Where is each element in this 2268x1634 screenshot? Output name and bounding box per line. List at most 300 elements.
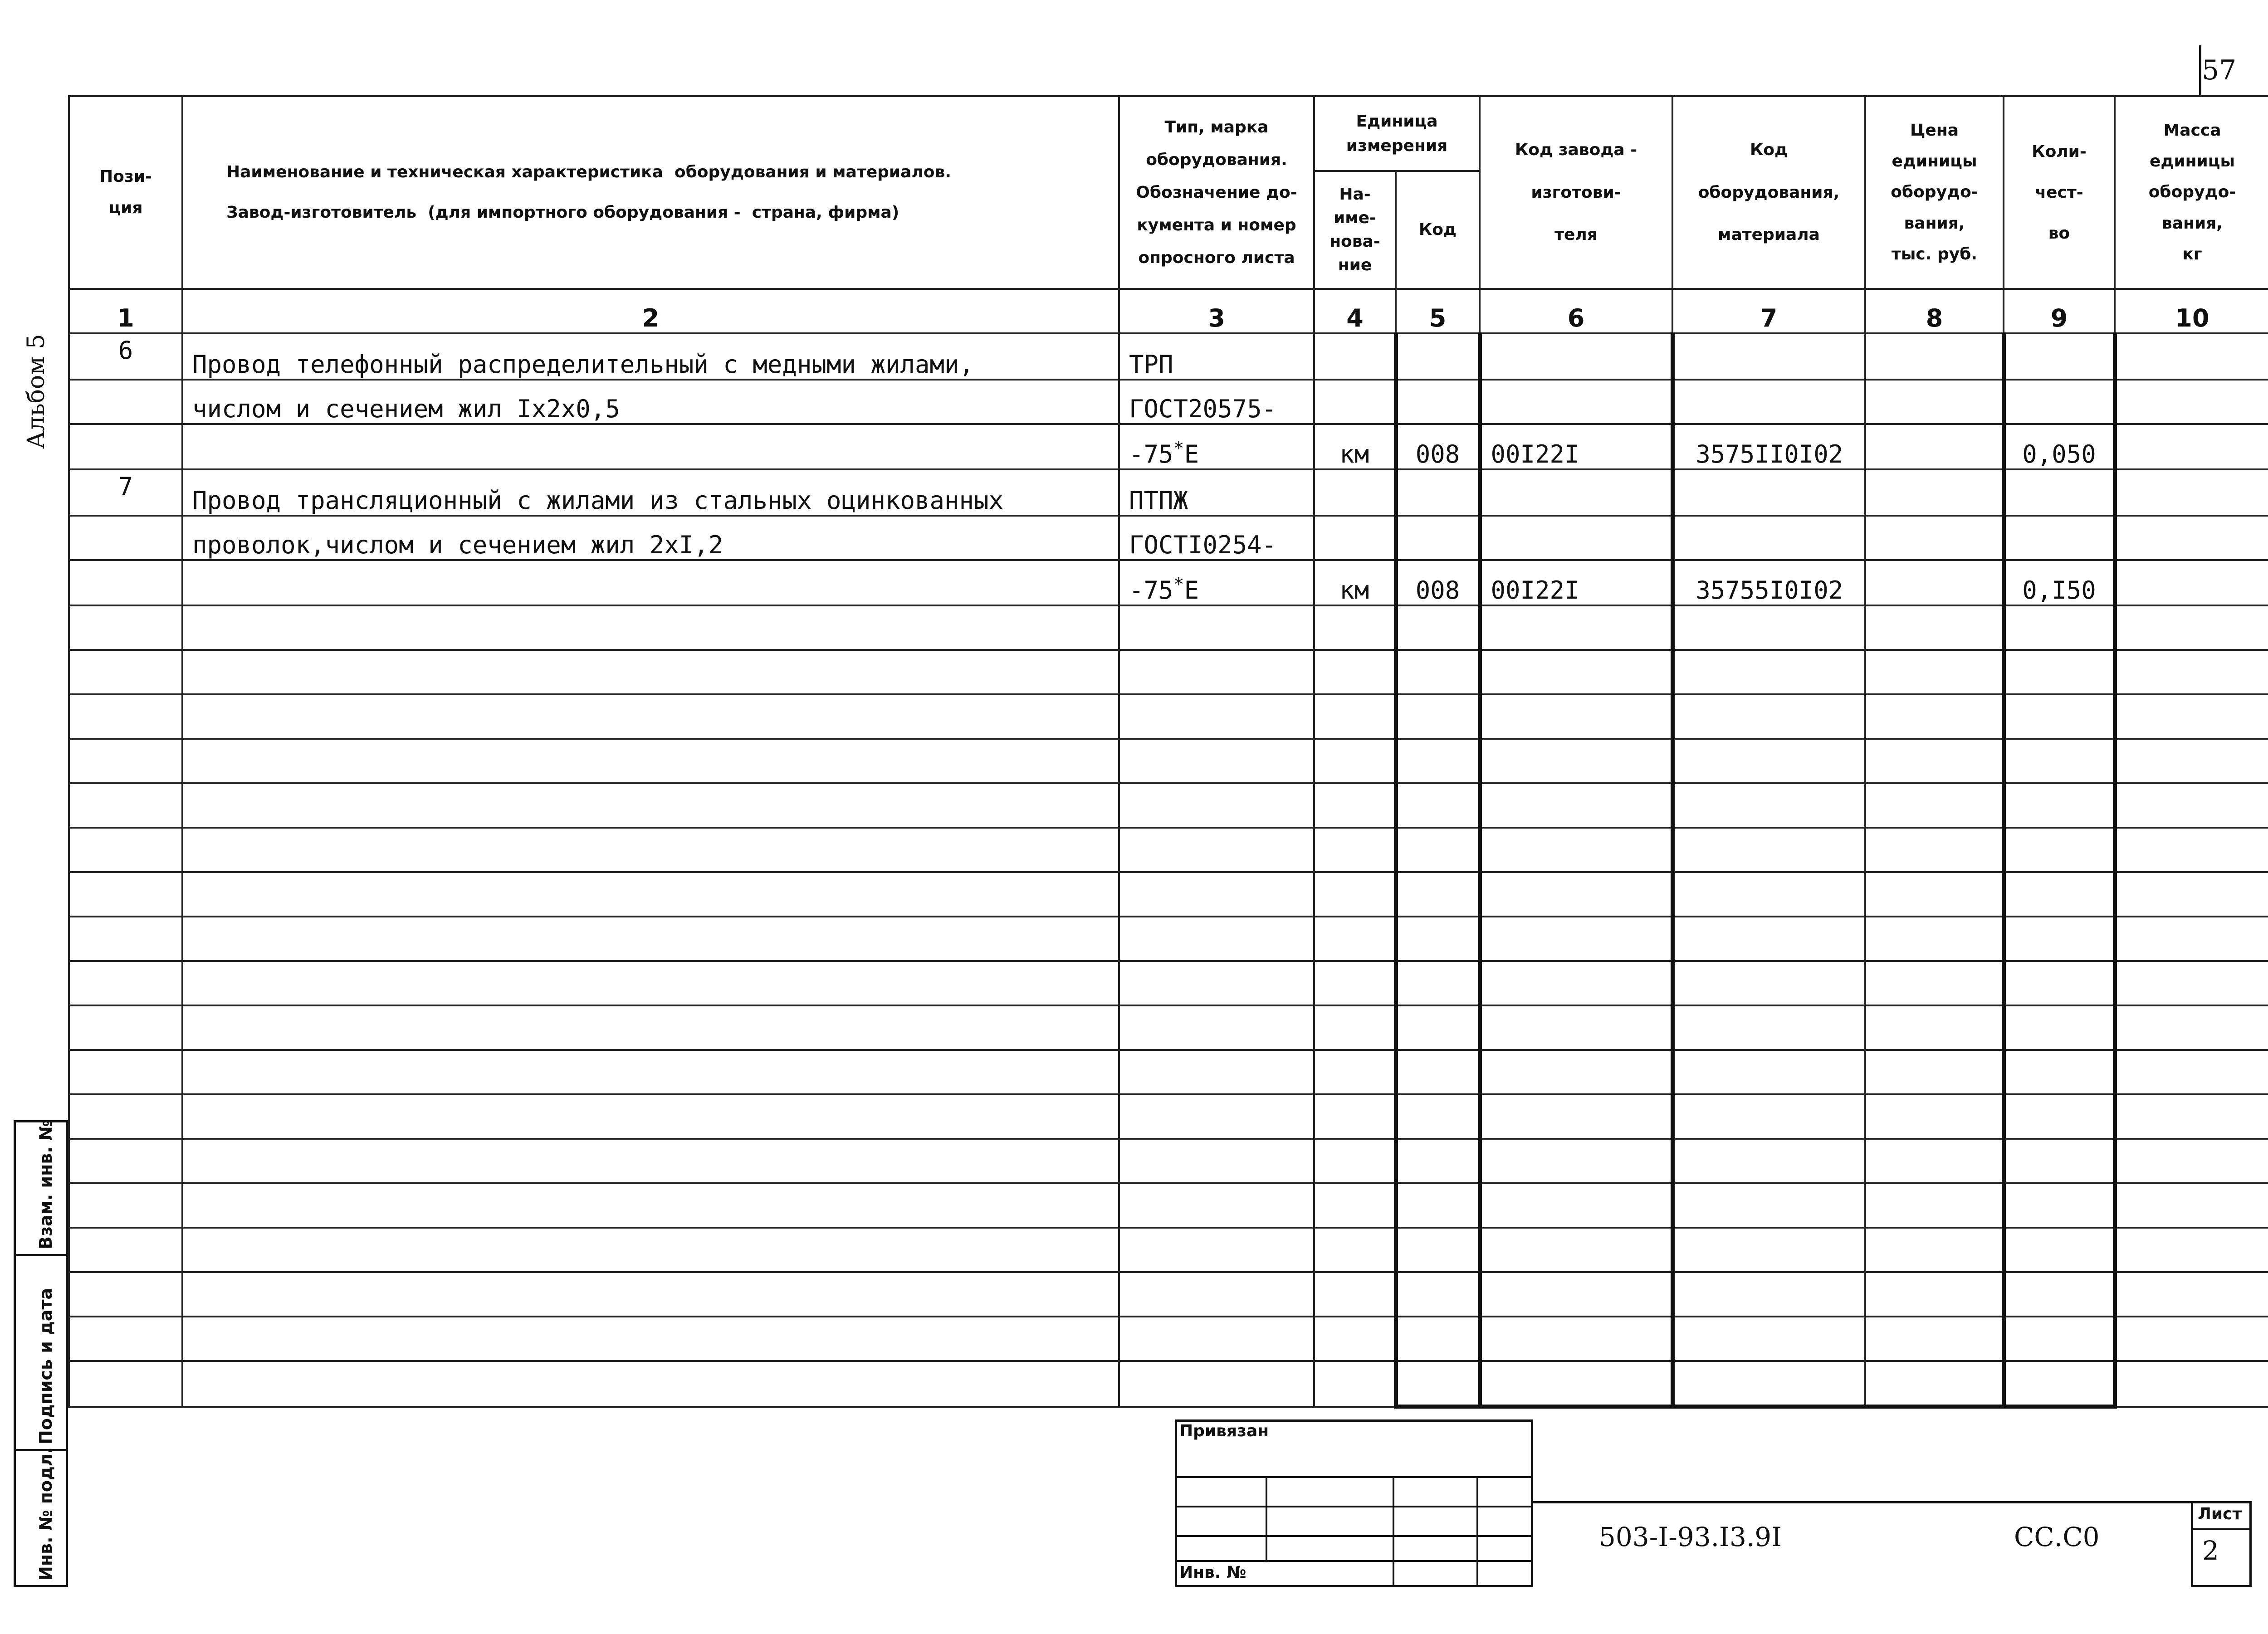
- cell-position: [69, 828, 182, 872]
- binding-row-line: [1175, 1476, 1533, 1478]
- column-number: 8: [1865, 289, 2004, 333]
- cell-quantity: [2004, 516, 2115, 560]
- cell-mass: [2115, 1317, 2268, 1361]
- cell-quantity: 0,050: [2004, 424, 2115, 469]
- table-row: [69, 1005, 2268, 1050]
- cell-price: [1865, 1272, 2004, 1317]
- cell-material-code: [1672, 380, 1865, 424]
- cell-type: [1119, 1183, 1314, 1228]
- cell-position: 7: [69, 469, 182, 516]
- cell-unit-code: [1396, 605, 1480, 650]
- table-row: [69, 424, 2268, 469]
- cell-material-code: [1672, 650, 1865, 694]
- cell-unit-code: [1396, 783, 1480, 828]
- cell-mass: [2115, 1050, 2268, 1094]
- sheet-number-line: [2191, 1528, 2252, 1530]
- binding-block: [1175, 1419, 1533, 1587]
- binding-label: Привязан: [1179, 1422, 1269, 1440]
- cell-name: Провод трансляционный с жилами из стальных оцинкованных: [182, 469, 1119, 516]
- cell-unit: [1314, 380, 1396, 424]
- cell-position: [69, 650, 182, 694]
- header-unit-code: Код: [1396, 171, 1480, 289]
- cell-material-code: [1672, 739, 1865, 783]
- cell-material-code: [1672, 1361, 1865, 1407]
- cell-quantity: [2004, 469, 2115, 516]
- cell-price: [1865, 1183, 2004, 1228]
- cell-mass: [2115, 739, 2268, 783]
- stamp-original-inventory-label: Инв. № подл.: [36, 1447, 56, 1580]
- cell-material-code: [1672, 1005, 1865, 1050]
- cell-price: [1865, 424, 2004, 469]
- cell-price: [1865, 380, 2004, 424]
- cell-price: [1865, 650, 2004, 694]
- header-material-code: Код оборудования, материала: [1672, 96, 1865, 289]
- cell-factory-code: [1480, 828, 1672, 872]
- table-row: [69, 739, 2268, 783]
- cell-name: [182, 1139, 1119, 1183]
- cell-mass: [2115, 1228, 2268, 1272]
- cell-unit-code: [1396, 917, 1480, 961]
- cell-quantity: [2004, 1094, 2115, 1139]
- cell-name: [182, 694, 1119, 739]
- cell-unit-code: [1396, 650, 1480, 694]
- stamp-signature-date-label: Подпись и дата: [36, 1288, 56, 1444]
- cell-mass: [2115, 1183, 2268, 1228]
- cell-price: [1865, 516, 2004, 560]
- stamp-signature-date: [14, 1254, 68, 1451]
- cell-unit-code: [1396, 1361, 1480, 1407]
- cell-factory-code: [1480, 605, 1672, 650]
- cell-position: [69, 961, 182, 1005]
- cell-price: [1865, 872, 2004, 917]
- title-block-top-line: [1533, 1501, 2250, 1503]
- table-row: [69, 783, 2268, 828]
- page-number-bar: [2199, 45, 2201, 95]
- cell-price: [1865, 333, 2004, 380]
- cell-unit-code: [1396, 739, 1480, 783]
- table-row: [69, 917, 2268, 961]
- table-row: [69, 961, 2268, 1005]
- cell-unit-code: [1396, 1317, 1480, 1361]
- cell-price: [1865, 917, 2004, 961]
- cell-type: [1119, 1050, 1314, 1094]
- cell-mass: [2115, 516, 2268, 560]
- cell-price: [1865, 1228, 2004, 1272]
- header-unit-name: На- име- нова- ние: [1314, 171, 1396, 289]
- cell-name: [182, 739, 1119, 783]
- cell-name: [182, 828, 1119, 872]
- cell-unit: км: [1314, 560, 1396, 605]
- cell-mass: [2115, 333, 2268, 380]
- cell-position: [69, 424, 182, 469]
- specification-table: [68, 95, 2268, 1409]
- column-number: 5: [1396, 289, 1480, 333]
- cell-unit-code: [1396, 380, 1480, 424]
- cell-type: [1119, 917, 1314, 961]
- cell-unit: [1314, 961, 1396, 1005]
- cell-material-code: [1672, 1050, 1865, 1094]
- cell-material-code: 3575II0I02: [1672, 424, 1865, 469]
- cell-mass: [2115, 1139, 2268, 1183]
- cell-name: [182, 424, 1119, 469]
- cell-type: [1119, 961, 1314, 1005]
- cell-unit-code: 008: [1396, 424, 1480, 469]
- cell-price: [1865, 783, 2004, 828]
- cell-material-code: [1672, 917, 1865, 961]
- stamp-original-inventory: [14, 1449, 68, 1587]
- cell-type: ГОСТI0254-: [1119, 516, 1314, 560]
- cell-type: ТРП: [1119, 333, 1314, 380]
- header-position: Пози- ция: [69, 96, 182, 289]
- table-row: [69, 650, 2268, 694]
- cell-name: проволок,числом и сечением жил 2хI,2: [182, 516, 1119, 560]
- cell-mass: [2115, 380, 2268, 424]
- cell-unit: [1314, 469, 1396, 516]
- cell-position: [69, 1005, 182, 1050]
- cell-unit: [1314, 516, 1396, 560]
- cell-mass: [2115, 560, 2268, 605]
- cell-position: [69, 917, 182, 961]
- cell-position: [69, 1272, 182, 1317]
- sheet-code: СС.С0: [2014, 1522, 2100, 1552]
- cell-unit: [1314, 783, 1396, 828]
- cell-type: -75*Е: [1119, 424, 1314, 469]
- cell-price: [1865, 1361, 2004, 1407]
- cell-quantity: [2004, 1272, 2115, 1317]
- cell-price: [1865, 469, 2004, 516]
- cell-name: [182, 783, 1119, 828]
- cell-type: ГОСТ20575-: [1119, 380, 1314, 424]
- table-row: [69, 828, 2268, 872]
- table-row: [69, 1272, 2268, 1317]
- cell-name: [182, 1272, 1119, 1317]
- sheet-number: 2: [2202, 1535, 2219, 1566]
- cell-quantity: [2004, 1361, 2115, 1407]
- cell-unit-code: [1396, 333, 1480, 380]
- cell-factory-code: [1480, 1272, 1672, 1317]
- cell-type: [1119, 1361, 1314, 1407]
- header-quantity: Коли- чест- во: [2004, 96, 2115, 289]
- cell-factory-code: 00I22I: [1480, 424, 1672, 469]
- cell-unit: [1314, 1094, 1396, 1139]
- cell-unit-code: [1396, 828, 1480, 872]
- cell-factory-code: [1480, 783, 1672, 828]
- cell-unit: [1314, 694, 1396, 739]
- cell-material-code: [1672, 333, 1865, 380]
- cell-unit: [1314, 1139, 1396, 1183]
- cell-quantity: [2004, 694, 2115, 739]
- cell-quantity: [2004, 961, 2115, 1005]
- cell-factory-code: [1480, 961, 1672, 1005]
- table-row: [69, 694, 2268, 739]
- cell-mass: [2115, 1272, 2268, 1317]
- cell-position: [69, 1139, 182, 1183]
- cell-mass: [2115, 872, 2268, 917]
- cell-factory-code: [1480, 1228, 1672, 1272]
- stamp-replacement-inventory-label: Взам. инв. №: [36, 1120, 56, 1249]
- cell-quantity: [2004, 1005, 2115, 1050]
- cell-name: [182, 917, 1119, 961]
- cell-name: [182, 1183, 1119, 1228]
- cell-unit-code: [1396, 694, 1480, 739]
- cell-price: [1865, 1139, 2004, 1183]
- cell-position: [69, 694, 182, 739]
- cell-quantity: [2004, 1317, 2115, 1361]
- cell-unit-code: [1396, 872, 1480, 917]
- header-price: Цена единицы оборудо- вания, тыс. руб.: [1865, 96, 2004, 289]
- cell-factory-code: [1480, 333, 1672, 380]
- cell-unit-code: [1396, 1183, 1480, 1228]
- cell-type: [1119, 1094, 1314, 1139]
- cell-position: [69, 872, 182, 917]
- cell-position: [69, 1183, 182, 1228]
- cell-unit-code: 008: [1396, 560, 1480, 605]
- cell-material-code: [1672, 828, 1865, 872]
- cell-price: [1865, 1094, 2004, 1139]
- table-row: [69, 1183, 2268, 1228]
- cell-unit: [1314, 917, 1396, 961]
- cell-name: [182, 1228, 1119, 1272]
- cell-factory-code: [1480, 694, 1672, 739]
- cell-material-code: 35755I0I02: [1672, 560, 1865, 605]
- cell-unit: км: [1314, 424, 1396, 469]
- table-row: [69, 333, 2268, 380]
- cell-mass: [2115, 1005, 2268, 1050]
- cell-price: [1865, 1317, 2004, 1361]
- cell-name: числом и сечением жил Iх2х0,5: [182, 380, 1119, 424]
- column-number: 10: [2115, 289, 2268, 333]
- cell-material-code: [1672, 1272, 1865, 1317]
- cell-price: [1865, 1050, 2004, 1094]
- cell-quantity: [2004, 783, 2115, 828]
- cell-quantity: [2004, 828, 2115, 872]
- cell-type: [1119, 1228, 1314, 1272]
- cell-unit: [1314, 1005, 1396, 1050]
- cell-quantity: [2004, 605, 2115, 650]
- cell-factory-code: [1480, 872, 1672, 917]
- cell-type: [1119, 1317, 1314, 1361]
- cell-position: [69, 605, 182, 650]
- cell-position: [69, 1050, 182, 1094]
- binding-col-line: [1266, 1476, 1267, 1562]
- cell-price: [1865, 694, 2004, 739]
- cell-factory-code: [1480, 516, 1672, 560]
- cell-price: [1865, 1005, 2004, 1050]
- cell-position: [69, 739, 182, 783]
- cell-material-code: [1672, 783, 1865, 828]
- cell-mass: [2115, 469, 2268, 516]
- table-row: [69, 516, 2268, 560]
- cell-position: 6: [69, 333, 182, 380]
- cell-mass: [2115, 1094, 2268, 1139]
- cell-unit: [1314, 1317, 1396, 1361]
- cell-unit-code: [1396, 961, 1480, 1005]
- cell-unit: [1314, 1361, 1396, 1407]
- cell-unit: [1314, 1050, 1396, 1094]
- cell-type: [1119, 783, 1314, 828]
- cell-unit: [1314, 1272, 1396, 1317]
- cell-factory-code: [1480, 1361, 1672, 1407]
- cell-factory-code: [1480, 650, 1672, 694]
- cell-material-code: [1672, 1228, 1865, 1272]
- cell-position: [69, 516, 182, 560]
- table-row: [69, 1139, 2268, 1183]
- cell-unit: [1314, 333, 1396, 380]
- cell-name: [182, 1050, 1119, 1094]
- column-number: 4: [1314, 289, 1396, 333]
- cell-mass: [2115, 783, 2268, 828]
- column-number: 7: [1672, 289, 1865, 333]
- cell-price: [1865, 739, 2004, 783]
- header-unit-group: Единица измерения: [1314, 96, 1480, 171]
- cell-price: [1865, 961, 2004, 1005]
- binding-col-line: [1393, 1476, 1394, 1587]
- cell-material-code: [1672, 694, 1865, 739]
- cell-quantity: [2004, 872, 2115, 917]
- cell-unit-code: [1396, 1272, 1480, 1317]
- cell-position: [69, 1094, 182, 1139]
- cell-quantity: [2004, 739, 2115, 783]
- cell-type: [1119, 828, 1314, 872]
- cell-quantity: [2004, 1183, 2115, 1228]
- column-number: 3: [1119, 289, 1314, 333]
- cell-factory-code: [1480, 1005, 1672, 1050]
- cell-unit-code: [1396, 1139, 1480, 1183]
- cell-material-code: [1672, 1094, 1865, 1139]
- page-number: 57: [2202, 54, 2237, 86]
- cell-name: [182, 605, 1119, 650]
- cell-factory-code: [1480, 739, 1672, 783]
- cell-factory-code: [1480, 917, 1672, 961]
- cell-quantity: [2004, 1228, 2115, 1272]
- cell-unit-code: [1396, 469, 1480, 516]
- cell-material-code: [1672, 1317, 1865, 1361]
- cell-unit: [1314, 739, 1396, 783]
- cell-quantity: [2004, 1050, 2115, 1094]
- cell-material-code: [1672, 605, 1865, 650]
- album-label: Альбом 5: [23, 334, 50, 449]
- cell-position: [69, 560, 182, 605]
- header-name: Наименование и техническая характеристика оборудования и материалов. Завод-изготовитель (для импортного оборудования - страна, фирма): [182, 96, 1119, 289]
- cell-unit: [1314, 1183, 1396, 1228]
- cell-quantity: [2004, 650, 2115, 694]
- cell-position: [69, 1317, 182, 1361]
- cell-factory-code: [1480, 1094, 1672, 1139]
- binding-row-line: [1175, 1535, 1533, 1537]
- cell-quantity: [2004, 917, 2115, 961]
- cell-unit-code: [1396, 1094, 1480, 1139]
- cell-factory-code: [1480, 1317, 1672, 1361]
- cell-material-code: [1672, 516, 1865, 560]
- cell-quantity: 0,I50: [2004, 560, 2115, 605]
- inventory-number-label: Инв. №: [1179, 1563, 1246, 1582]
- cell-mass: [2115, 605, 2268, 650]
- cell-name: [182, 650, 1119, 694]
- cell-type: [1119, 694, 1314, 739]
- table-row: [69, 1317, 2268, 1361]
- cell-factory-code: 00I22I: [1480, 560, 1672, 605]
- cell-name: [182, 1361, 1119, 1407]
- cell-mass: [2115, 828, 2268, 872]
- cell-type: [1119, 872, 1314, 917]
- cell-type: [1119, 1139, 1314, 1183]
- table-row: [69, 605, 2268, 650]
- cell-material-code: [1672, 1183, 1865, 1228]
- cell-factory-code: [1480, 1050, 1672, 1094]
- header-mass: Масса единицы оборудо- вания, кг: [2115, 96, 2268, 289]
- stamp-replacement-inventory: [14, 1120, 68, 1256]
- cell-type: -75*Е: [1119, 560, 1314, 605]
- cell-unit-code: [1396, 1050, 1480, 1094]
- table-row: [69, 1361, 2268, 1407]
- cell-price: [1865, 605, 2004, 650]
- cell-type: [1119, 605, 1314, 650]
- header-factory-code: Код завода - изготови- теля: [1480, 96, 1672, 289]
- cell-type: [1119, 739, 1314, 783]
- cell-type: [1119, 1005, 1314, 1050]
- binding-col-line: [1476, 1476, 1478, 1587]
- cell-name: [182, 560, 1119, 605]
- cell-material-code: [1672, 1139, 1865, 1183]
- column-number: 6: [1480, 289, 1672, 333]
- column-number: 2: [182, 289, 1119, 333]
- column-number: 9: [2004, 289, 2115, 333]
- cell-mass: [2115, 650, 2268, 694]
- cell-name: [182, 872, 1119, 917]
- cell-factory-code: [1480, 1139, 1672, 1183]
- cell-unit: [1314, 650, 1396, 694]
- header-type: Тип, марка оборудования. Обозначение до- кумента и номер опросного листа: [1119, 96, 1314, 289]
- cell-price: [1865, 560, 2004, 605]
- cell-type: ПТПЖ: [1119, 469, 1314, 516]
- document-code: 503-I-93.I3.9I: [1599, 1522, 1782, 1552]
- table-row: [69, 1094, 2268, 1139]
- cell-material-code: [1672, 469, 1865, 516]
- cell-mass: [2115, 424, 2268, 469]
- cell-quantity: [2004, 380, 2115, 424]
- cell-factory-code: [1480, 1183, 1672, 1228]
- binding-row-line: [1175, 1560, 1533, 1562]
- cell-name: [182, 961, 1119, 1005]
- cell-mass: [2115, 961, 2268, 1005]
- table-row: [69, 560, 2268, 605]
- cell-position: [69, 1361, 182, 1407]
- cell-factory-code: [1480, 380, 1672, 424]
- cell-quantity: [2004, 1139, 2115, 1183]
- cell-material-code: [1672, 961, 1865, 1005]
- sheet-label: Лист: [2198, 1505, 2242, 1523]
- table-row: [69, 1050, 2268, 1094]
- binding-row-line: [1175, 1506, 1533, 1507]
- cell-name: Провод телефонный распределительный с медными жилами,: [182, 333, 1119, 380]
- cell-name: [182, 1005, 1119, 1050]
- table-row: [69, 1228, 2268, 1272]
- cell-position: [69, 1228, 182, 1272]
- table-row: [69, 469, 2268, 516]
- cell-mass: [2115, 694, 2268, 739]
- cell-material-code: [1672, 872, 1865, 917]
- cell-type: [1119, 650, 1314, 694]
- cell-name: [182, 1317, 1119, 1361]
- cell-unit: [1314, 605, 1396, 650]
- cell-mass: [2115, 917, 2268, 961]
- cell-unit: [1314, 828, 1396, 872]
- cell-quantity: [2004, 333, 2115, 380]
- cell-price: [1865, 828, 2004, 872]
- cell-unit-code: [1396, 1228, 1480, 1272]
- cell-unit-code: [1396, 516, 1480, 560]
- cell-factory-code: [1480, 469, 1672, 516]
